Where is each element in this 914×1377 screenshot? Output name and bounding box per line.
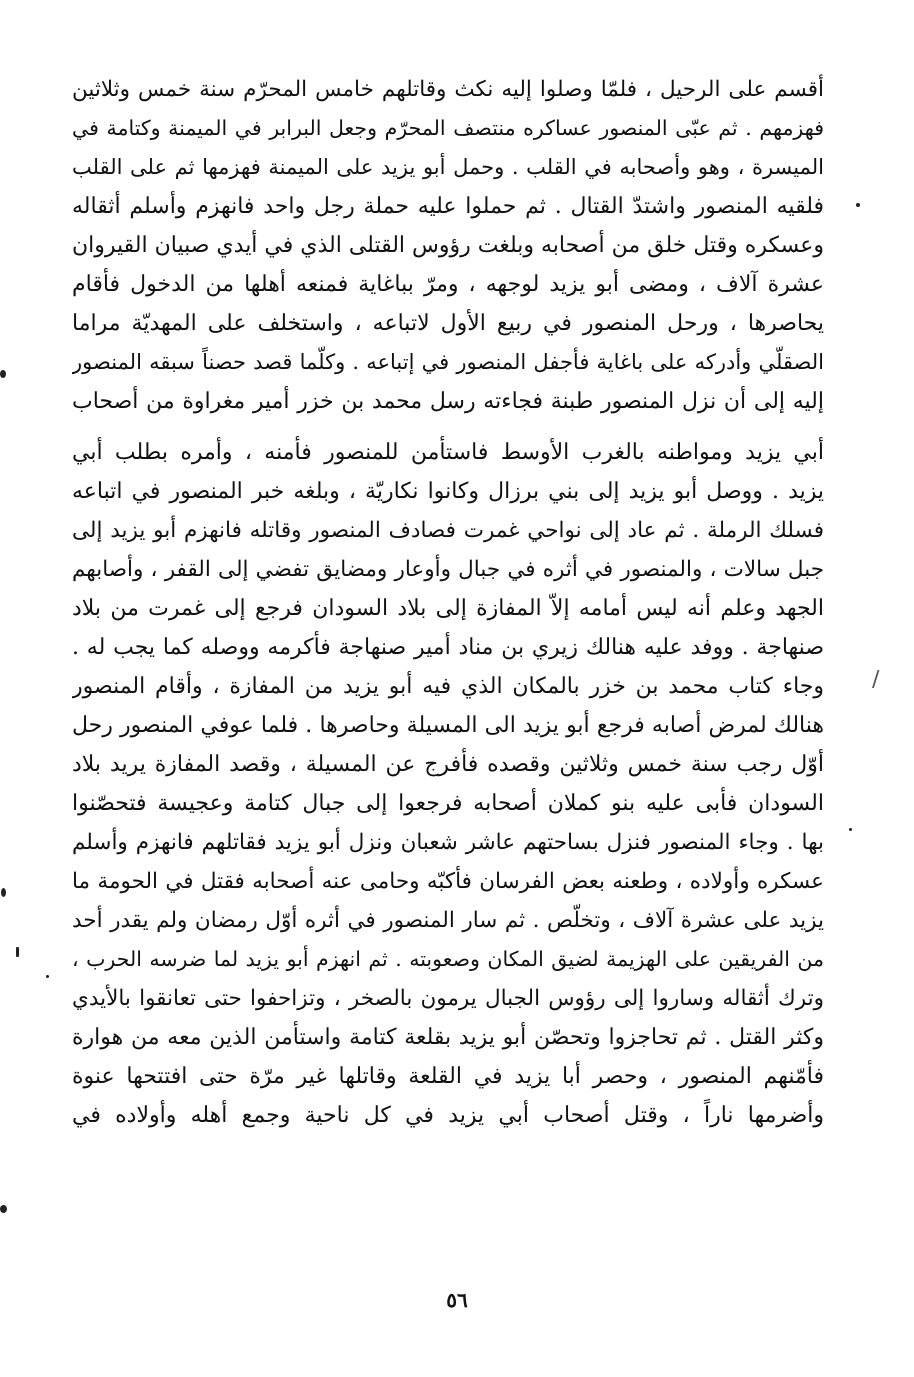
margin-scribble-icon: ∕ [872, 667, 880, 692]
text-line: الميسرة ، وهو وأصحابه في القلب . وحمل أبو يزيد على الميمنة فهزمها ثم على القلب [72, 155, 824, 179]
text-line: أوّل رجب سنة خمس وثلاثين وقصده فأفرج عن المسيلة ، وقصد المفازة يريد بلاد [72, 752, 824, 777]
text-line: يزيد . ووصل أبو يزيد إلى بني برزال وكانوا نكاريّة ، وبلغه خبر المنصور في اتباعه [72, 479, 824, 504]
text-line: الجهد وعلم أنه ليس أمامه إلاّ المفازة إلى بلاد السودان فرجع إلى غمرت من بلاد [72, 596, 824, 621]
text-line: وترك أثقاله وساروا إلى رؤوس الجبال يرمون بالصخر ، وتزاحفوا حتى تعانقوا بالأيدي [72, 986, 824, 1011]
text-line: أقسم على الرحيل ، فلمّا وصلوا إليه نكث وقاتلهم خامس المحرّم سنة خمس وثلاثين [72, 77, 824, 102]
text-line: إليه إلى أن نزل المنصور طبنة فجاءته رسل محمد بن خزر أمير مغراوة من أصحاب [72, 389, 824, 414]
text-line: بها . وجاء المنصور فنزل بساحتهم عاشر شعبان ونزل أبو يزيد فقاتلهم فانهزم وأسلم [72, 830, 824, 855]
text-line: من الفريقين على الهزيمة لضيق المكان وصعوبته . ثم انهزم أبو يزيد لما ضرسه الحرب ، [72, 947, 824, 971]
margin-speck [0, 1205, 7, 1213]
text-line: فلقيه المنصور واشتدّ القتال . ثم حملوا عليه حملة رجل واحد فانهزم وأسلم أثقاله [72, 194, 824, 219]
text-line: يحاصرها ، ورحل المنصور في ربيع الأول لاتباعه ، واستخلف على المهديّة مراما [72, 311, 824, 336]
text-line: وعسكره وقتل خلق من أصحابه وبلغت رؤوس القتلى الذي في أيدي صبيان القيروان [72, 233, 824, 258]
margin-speck [0, 370, 6, 378]
margin-speck [46, 975, 49, 978]
text-line: الصقلّي وأدركه على باغاية فأجفل المنصور في إتباعه . وكلّما قصد حصناً سبقه المنصور [72, 350, 824, 374]
body-text [72, 70, 824, 1135]
text-line: عسكره وأولاده ، وطعنه بعض الفرسان فأكبّه وحامى عنه أصحابه فقتل في الحومة ما [72, 869, 824, 894]
text-line: السودان فأبى عليه بنو كملان أصحابه فرجعوا إلى جبال كتامة وعجيسة فتحصّنوا [72, 791, 824, 816]
text-line: فهزمهم . ثم عبّى المنصور عساكره منتصف المحرّم وجعل البرابر في الميمنة وكتامة في [72, 116, 824, 140]
text-line: جبل سالات ، والمنصور في أثره في جبال وأوعار ومضايق تفضي إلى القفر ، وأصابهم [72, 557, 824, 582]
page-number: ٥٦ [446, 1288, 468, 1312]
text-line: هنالك لمرض أصابه فرجع أبو يزيد الى المسيلة وحاصرها . فلما عوفي المنصور رحل [72, 713, 824, 738]
text-line: يزيد على عشرة آلاف ، وتخلّص . ثم سار المنصور في أثره أوّل رمضان ولم يقدر أحد [72, 908, 824, 933]
margin-speck [856, 203, 860, 207]
text-line: صنهاجة . ووفد عليه هنالك زيري بن مناد أمير صنهاجة فأكرمه ووصله كما يجب له . [72, 635, 824, 660]
text-line: وجاء كتاب محمد بن خزر بالمكان الذي فيه أبو يزيد من المفازة ، وأقام المنصور [72, 674, 824, 699]
margin-speck [1, 888, 6, 897]
text-line: فسلك الرملة . ثم عاد إلى نواحي غمرت فصادف المنصور وقاتله فانهزم أبو يزيد إلى [72, 518, 824, 543]
margin-speck [16, 947, 19, 957]
text-line: وكثر القتل . ثم تحاجزوا وتحصّن أبو يزيد بقلعة كتامة واستأمن الذين معه من هوارة [72, 1025, 824, 1050]
margin-speck [849, 828, 852, 831]
text-line: أبي يزيد ومواطنه بالغرب الأوسط فاستأمن للمنصور فأمنه ، وأمره بطلب أبي [72, 440, 824, 465]
text-line: وأضرمها ناراً ، وقتل أصحاب أبي يزيد في كل ناحية وجمع أهله وأولاده في [72, 1103, 824, 1128]
text-line: عشرة آلاف ، ومضى أبو يزيد لوجهه ، ومرّ بباغاية فمنعه أهلها من الدخول فأقام [72, 272, 824, 297]
text-line: فأمّنهم المنصور ، وحصر أبا يزيد في القلعة وقاتلها غير مرّة حتى افتتحها عنوة [72, 1064, 824, 1089]
